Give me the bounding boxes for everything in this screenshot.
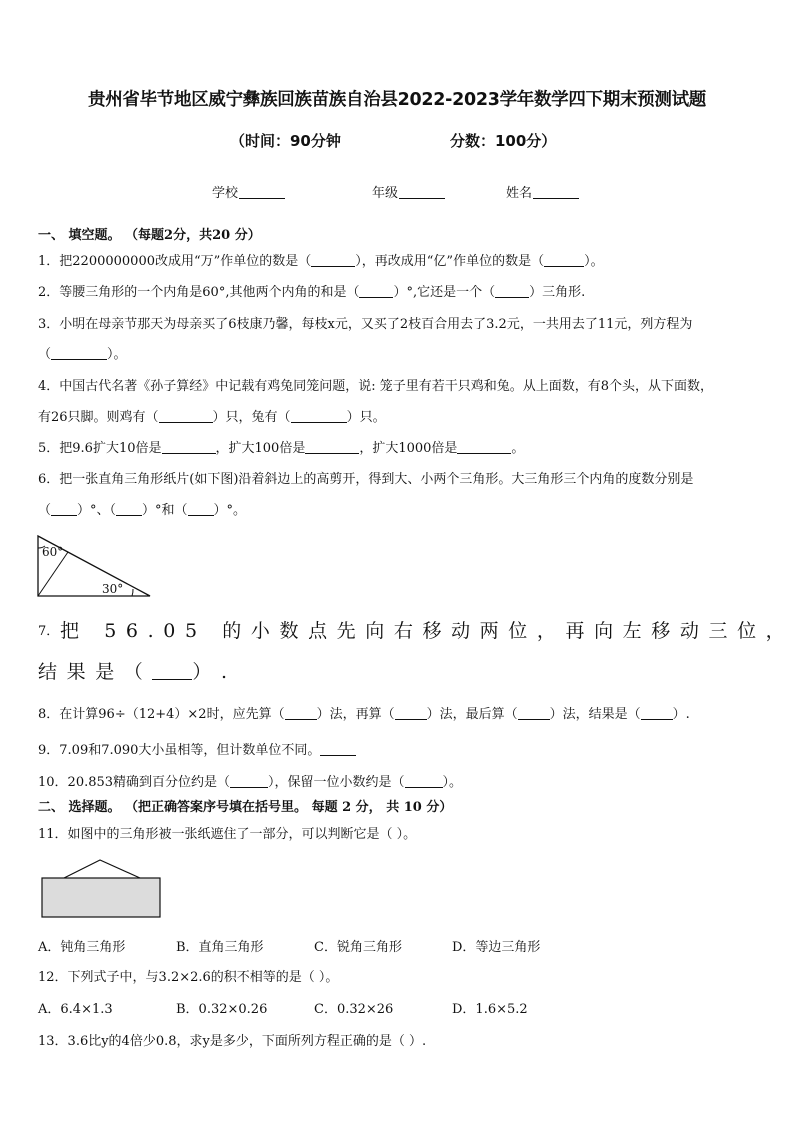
q5-blank-3[interactable] xyxy=(457,441,511,454)
question-11: 11．如图中的三角形被一张纸遮住了一部分，可以判断它是（ ）。 xyxy=(38,827,417,842)
paper-cover-rect xyxy=(42,878,160,917)
q8-blank-4[interactable] xyxy=(641,707,673,720)
q10-blank-2[interactable] xyxy=(405,775,443,788)
question-7-number: 7． xyxy=(38,624,60,639)
q8-text-e: ）. xyxy=(672,707,690,722)
grade-label: 年级 xyxy=(372,186,399,201)
q10-text-c: ）。 xyxy=(442,775,463,790)
q11-option-b[interactable]: B．直角三角形 xyxy=(176,940,264,955)
q2-blank-1[interactable] xyxy=(359,285,393,298)
question-2 xyxy=(38,281,585,300)
question-13: 13．3.6比y的4倍少0.8，求y是多少，下面所列方程正确的是（ ）. xyxy=(38,1034,427,1049)
name-blank[interactable] xyxy=(533,186,579,199)
q5-text-c: ，扩大1000倍是 xyxy=(359,441,458,456)
q3-text-b: ）。 xyxy=(107,347,127,362)
school-label: 学校 xyxy=(212,186,239,201)
q8-text-a: 8．在计算96÷（12+4）×2时，应先算（ xyxy=(38,707,285,722)
q6-blank-1[interactable] xyxy=(51,503,77,516)
q5-blank-1[interactable] xyxy=(162,441,216,454)
question-6-line-1: 6．把一张直角三角形纸片(如下图)沿着斜边上的高剪开，得到大、小两个三角形。大三角形三个内角的度数分别是 xyxy=(38,472,694,487)
q12-option-a[interactable]: A．6.4×1.3 xyxy=(38,1002,113,1017)
right-triangle-figure xyxy=(36,534,156,600)
question-7-line-1: 把 56.05 的小数点先向右移动两位，再向左移动三位， xyxy=(60,620,794,642)
q11-option-a[interactable]: A．钝角三角形 xyxy=(38,940,126,955)
q5-blank-2[interactable] xyxy=(305,441,359,454)
q3-blank-1[interactable] xyxy=(51,347,107,360)
q5-text-a: 5．把9.6扩大10倍是 xyxy=(38,441,162,456)
q11-option-d[interactable]: D．等边三角形 xyxy=(452,940,541,955)
question-8 xyxy=(38,703,690,722)
q8-text-d: ）法，结果是（ xyxy=(549,707,641,722)
grade-blank[interactable] xyxy=(399,186,445,199)
q12-option-c[interactable]: C．0.32×26 xyxy=(314,1002,394,1017)
page-title: 贵州省毕节地区威宁彝族回族苗族自治县2022-2023学年数学四下期末预测试题 xyxy=(88,90,706,110)
q2-blank-2[interactable] xyxy=(495,285,529,298)
q5-text-d: 。 xyxy=(511,441,525,456)
school-blank[interactable] xyxy=(239,186,285,199)
q12-option-d[interactable]: D．1.6×5.2 xyxy=(452,1002,528,1017)
angle-label-30: 30° xyxy=(102,582,124,596)
question-4-line-2 xyxy=(38,406,386,425)
exam-time: （时间：90分钟 xyxy=(230,132,341,150)
section-1-title: 一、 填空题。 （每题2分，共20 分） xyxy=(38,228,261,243)
question-1 xyxy=(38,250,604,269)
question-3-line-1: 3．小明在母亲节那天为母亲买了6枝康乃馨，每枝x元，又买了2枝百合用去了3.2元，一共用去了11元，列方程为 xyxy=(38,317,693,332)
q2-text-b: ）°,它还是一个（ xyxy=(393,285,496,300)
name-label: 姓名 xyxy=(506,186,533,201)
question-3-line-2 xyxy=(38,343,127,362)
angle-arc-right xyxy=(132,589,133,596)
question-4-line-1: 4．中国古代名著《孙子算经》中记载有鸡兔同笼问题，说: 笼子里有若干只鸡和兔。从上面数，有8个头，从下面数， xyxy=(38,379,714,394)
q2-text-c: ）三角形. xyxy=(529,285,586,300)
q7-blank-1[interactable] xyxy=(152,663,192,680)
q6-text-c: ）°和（ xyxy=(142,503,188,518)
question-7-line-2 xyxy=(38,657,237,684)
q4-text-b: ）只，兔有（ xyxy=(212,410,291,425)
q6-text-a: （ xyxy=(38,503,52,518)
q7-text-a: 结果是（ xyxy=(38,661,153,683)
q10-text-b: ），保留一位小数约是（ xyxy=(268,775,405,790)
q1-blank-2[interactable] xyxy=(544,254,584,267)
covered-triangle-figure xyxy=(40,858,164,920)
name-field[interactable] xyxy=(506,182,579,201)
q3-text-a: （ xyxy=(38,347,52,362)
q1-text-a: 1．把2200000000改成用“万”作单位的数是（ xyxy=(38,254,312,269)
q1-blank-1[interactable] xyxy=(311,254,355,267)
q7-text-b: ）. xyxy=(192,661,237,683)
exam-score: 分数：100分） xyxy=(450,132,557,150)
angle-label-60: 60° xyxy=(42,545,64,559)
question-5 xyxy=(38,437,524,456)
q9-blank-1[interactable] xyxy=(320,743,356,756)
q8-text-b: ）法，再算（ xyxy=(316,707,395,722)
question-10 xyxy=(38,771,462,790)
question-12: 12．下列式子中，与3.2×2.6的积不相等的是（ ）。 xyxy=(38,970,339,985)
q4-text-a: 有26只脚。则鸡有（ xyxy=(38,410,159,425)
q6-text-d: ）°。 xyxy=(213,503,247,518)
question-6-line-2 xyxy=(38,499,246,518)
triangle-top-edges xyxy=(64,860,140,878)
school-field[interactable] xyxy=(212,182,285,201)
q9-text-a: 9．7.09和7.090大小虽相等，但计数单位不同。 xyxy=(38,743,321,758)
q6-text-b: ）°、（ xyxy=(77,503,117,518)
q10-text-a: 10．20.853精确到百分位约是（ xyxy=(38,775,231,790)
q8-blank-2[interactable] xyxy=(395,707,427,720)
section-2-title: 二、 选择题。 （把正确答案序号填在括号里。 每题 2 分， 共 10 分） xyxy=(38,800,453,815)
q4-blank-1[interactable] xyxy=(159,410,213,423)
q10-blank-1[interactable] xyxy=(230,775,268,788)
q4-text-c: ）只。 xyxy=(346,410,386,425)
q11-option-c[interactable]: C．锐角三角形 xyxy=(314,940,402,955)
q8-blank-3[interactable] xyxy=(518,707,550,720)
q1-text-b: ），再改成用“亿”作单位的数是（ xyxy=(355,254,545,269)
q6-blank-2[interactable] xyxy=(116,503,142,516)
q12-option-b[interactable]: B．0.32×0.26 xyxy=(176,1002,268,1017)
grade-field[interactable] xyxy=(372,182,445,201)
q1-text-c: ）。 xyxy=(584,254,604,269)
q8-text-c: ）法，最后算（ xyxy=(426,707,518,722)
q5-text-b: ，扩大100倍是 xyxy=(215,441,306,456)
q2-text-a: 2．等腰三角形的一个内角是60°,其他两个内角的和是（ xyxy=(38,285,360,300)
q4-blank-2[interactable] xyxy=(291,410,347,423)
question-9 xyxy=(38,739,356,758)
q6-blank-3[interactable] xyxy=(188,503,214,516)
q8-blank-1[interactable] xyxy=(285,707,317,720)
